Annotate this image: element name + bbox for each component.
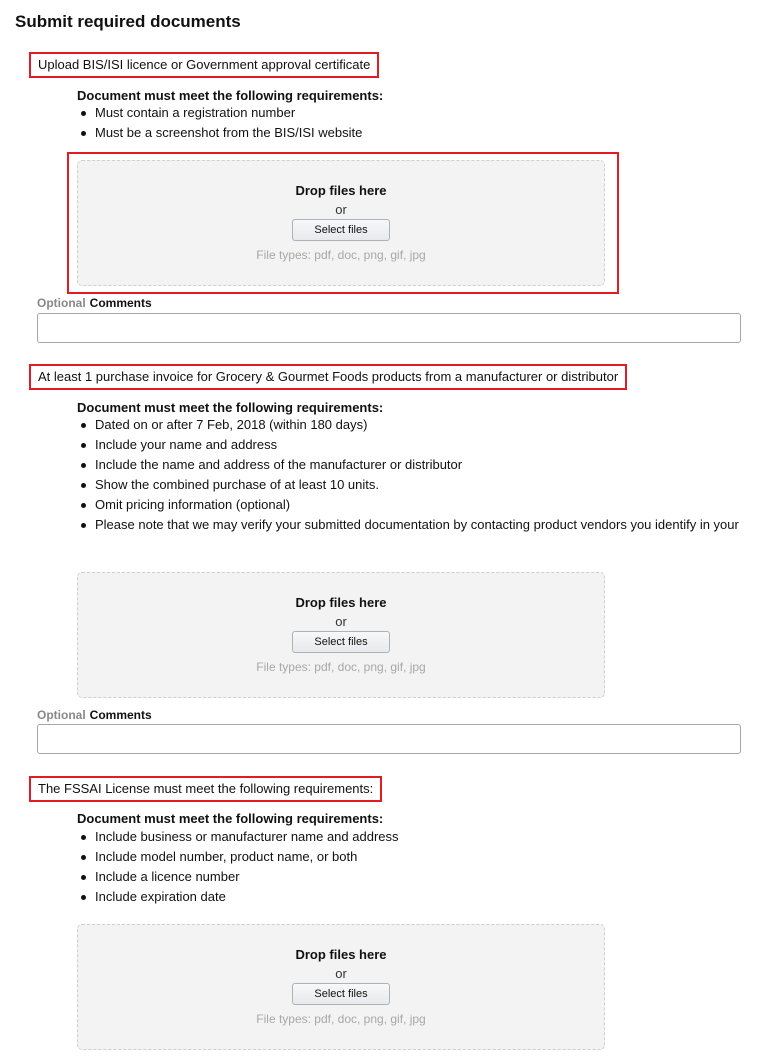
section-heading-fssai: The FSSAI License must meet the following requirements:: [29, 776, 382, 802]
list-item: Show the combined purchase of at least 10 units.: [77, 475, 739, 495]
dropzone-or: or: [335, 202, 347, 217]
select-files-button[interactable]: Select files: [292, 219, 390, 241]
list-item: Omit pricing information (optional): [77, 495, 739, 515]
list-item: Include a licence number: [77, 867, 399, 887]
file-dropzone[interactable]: [77, 572, 605, 698]
page-title: Submit required documents: [15, 12, 241, 31]
comments-label: [37, 296, 152, 310]
optional-tag: Optional: [37, 708, 86, 722]
list-item: Dated on or after 7 Feb, 2018 (within 180 days): [77, 415, 739, 435]
dropzone-title: Drop files here: [295, 183, 387, 198]
requirements-list: [77, 103, 362, 143]
list-item: Include the name and address of the manufacturer or distributor: [77, 455, 739, 475]
dropzone-title: Drop files here: [295, 947, 387, 962]
requirements-list: [77, 827, 399, 907]
requirements-title: Document must meet the following requirements:: [77, 88, 384, 103]
comments-label-text: Comments: [89, 708, 152, 722]
list-item: Must be a screenshot from the BIS/ISI website: [77, 123, 362, 143]
requirements-title: Document must meet the following requirements:: [77, 400, 384, 415]
list-item: Include model number, product name, or both: [77, 847, 399, 867]
list-item: Must contain a registration number: [77, 103, 362, 123]
section-heading-bis-isi: Upload BIS/ISI licence or Government approval certificate: [29, 52, 379, 78]
list-item: Please note that we may verify your submitted documentation by contacting product vendors you identify in your: [77, 515, 739, 535]
section-heading-purchase-invoice: At least 1 purchase invoice for Grocery & Gourmet Foods products from a manufacturer or distributor: [29, 364, 627, 390]
list-item: Include expiration date: [77, 887, 399, 907]
requirements-list: [77, 415, 739, 535]
list-item: Include business or manufacturer name and address: [77, 827, 399, 847]
file-types-hint: File types: pdf, doc, png, gif, jpg: [256, 660, 426, 674]
comments-label-text: Comments: [89, 296, 152, 310]
dropzone-or: or: [335, 966, 347, 981]
select-files-button[interactable]: Select files: [292, 983, 390, 1005]
dropzone-or: or: [335, 614, 347, 629]
list-item: Include your name and address: [77, 435, 739, 455]
comments-label: [37, 708, 152, 722]
dropzone-title: Drop files here: [295, 595, 387, 610]
select-files-button[interactable]: Select files: [292, 631, 390, 653]
optional-tag: Optional: [37, 296, 86, 310]
comments-field[interactable]: [37, 313, 741, 343]
requirements-title: Document must meet the following requirements:: [77, 811, 384, 826]
comments-field[interactable]: [37, 724, 741, 754]
file-dropzone[interactable]: [77, 924, 605, 1050]
file-dropzone[interactable]: [77, 160, 605, 286]
file-types-hint: File types: pdf, doc, png, gif, jpg: [256, 1012, 426, 1026]
file-types-hint: File types: pdf, doc, png, gif, jpg: [256, 248, 426, 262]
